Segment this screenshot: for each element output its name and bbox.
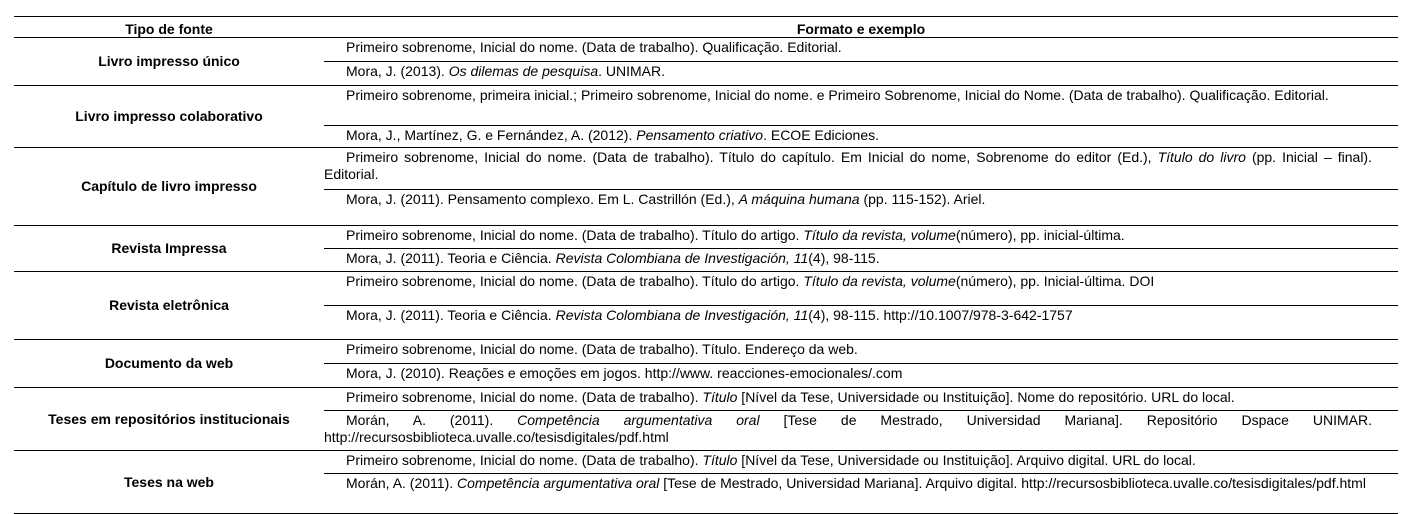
- table-row: [14, 38, 1398, 62]
- example-cell: Morán, A. (2011). Competência argumentativa oral [Tese de Mestrado, Universidad Mariana]. Arquivo digital. http://recursosbiblioteca.uvalle.co/tesisdigitales/pdf.html: [324, 474, 1398, 514]
- header-format-example: Formato e exemplo: [324, 17, 1398, 38]
- source-type-cell: Revista eletrônica: [14, 272, 324, 340]
- format-cell: Primeiro sobrenome, Inicial do nome. (Data de trabalho). Qualificação. Editorial.: [324, 38, 1398, 62]
- example-cell: Mora, J. (2011). Teoria e Ciência. Revista Colombiana de Investigación, 11(4), 98-115. http://10.1007/978-3-642-1757: [324, 306, 1398, 340]
- example-cell: Mora, J. (2013). Os dilemas de pesquisa. UNIMAR.: [324, 62, 1398, 86]
- source-type-cell: Livro impresso único: [14, 38, 324, 86]
- reference-format-table: [14, 17, 1398, 514]
- example-cell: Mora, J., Martínez, G. e Fernández, A. (2012). Pensamento criativo. ECOE Ediciones.: [324, 126, 1398, 148]
- source-type-cell: Revista Impressa: [14, 226, 324, 272]
- source-type-cell: Documento da web: [14, 340, 324, 388]
- table-body: [14, 38, 1398, 514]
- example-cell: Mora, J. (2011). Pensamento complexo. Em L. Castrillón (Ed.), A máquina humana (pp. 115-152). Ariel.: [324, 190, 1398, 226]
- format-cell: Primeiro sobrenome, Inicial do nome. (Data de trabalho). Título do capítulo. Em Inicial do nome, Sobrenome do editor (Ed.), Título do livro (pp. Inicial – final). Editorial.: [324, 148, 1398, 190]
- format-cell: Primeiro sobrenome, Inicial do nome. (Data de trabalho). Título [Nível da Tese, Universidade ou Instituição]. Arquivo digital. URL do local.: [324, 451, 1398, 474]
- format-cell: Primeiro sobrenome, Inicial do nome. (Data de trabalho). Título do artigo. Título da revista, volume(número), pp. inicial-última.: [324, 226, 1398, 249]
- format-cell: Primeiro sobrenome, primeira inicial.; Primeiro sobrenome, Inicial do nome. e Primeiro Sobrenome, Inicial do Nome. (Data de trabalho). Qualificação. Editorial.: [324, 86, 1398, 126]
- table-row: [14, 148, 1398, 190]
- format-cell: Primeiro sobrenome, Inicial do nome. (Data de trabalho). Título [Nível da Tese, Universidade ou Instituição]. Nome do repositório. URL do local.: [324, 388, 1398, 411]
- header-source-type: Tipo de fonte: [14, 17, 324, 38]
- source-type-cell: Livro impresso colaborativo: [14, 86, 324, 148]
- example-cell: Mora, J. (2010). Reações e emoções em jogos. http://www. reacciones-emocionales/.com: [324, 364, 1398, 388]
- format-cell: Primeiro sobrenome, Inicial do nome. (Data de trabalho). Título. Endereço da web.: [324, 340, 1398, 364]
- example-cell: Mora, J. (2011). Teoria e Ciência. Revista Colombiana de Investigación, 11(4), 98-115.: [324, 249, 1398, 272]
- table-row: [14, 272, 1398, 306]
- table-row: [14, 226, 1398, 249]
- example-cell: Morán, A. (2011). Competência argumentativa oral [Tese de Mestrado, Universidad Mariana]. Repositório Dspace UNIMAR. http://recursosbiblioteca.uvalle.co/tesisdigitales/pdf.html: [324, 411, 1398, 451]
- table-row: [14, 451, 1398, 474]
- table-row: [14, 340, 1398, 364]
- table-row: [14, 388, 1398, 411]
- format-cell: Primeiro sobrenome, Inicial do nome. (Data de trabalho). Título do artigo. Título da revista, volume(número), pp. Inicial-última. DOI: [324, 272, 1398, 306]
- table-header-row: [14, 17, 1398, 38]
- table-row: [14, 86, 1398, 126]
- source-type-cell: Teses em repositórios institucionais: [14, 388, 324, 451]
- source-type-cell: Capítulo de livro impresso: [14, 148, 324, 226]
- source-type-cell: Teses na web: [14, 451, 324, 514]
